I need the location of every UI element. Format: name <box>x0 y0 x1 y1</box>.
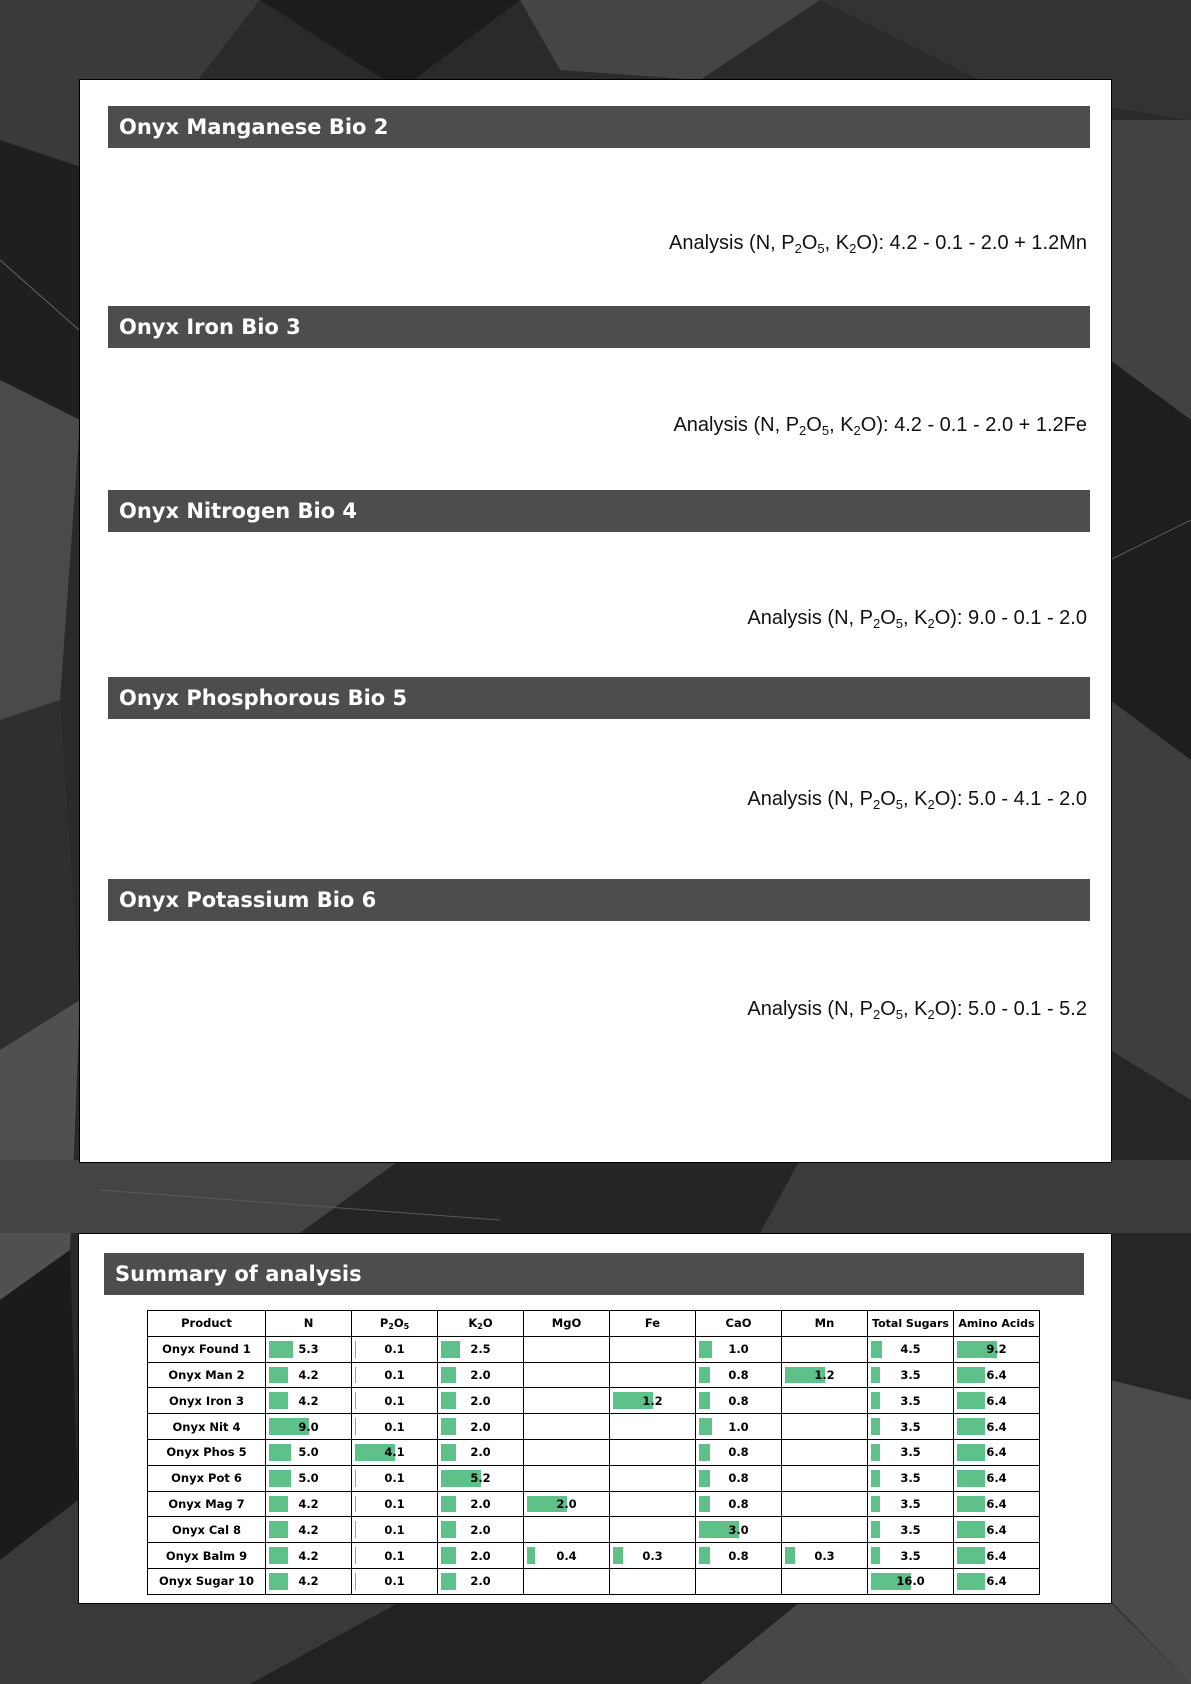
table-row <box>148 1491 1040 1517</box>
data-bar <box>871 1341 882 1358</box>
value-text: 6.4 <box>986 1522 1007 1537</box>
data-bar <box>355 1470 356 1487</box>
data-bar <box>957 1367 985 1384</box>
value-cell <box>438 1362 524 1388</box>
product-cell: Onyx Nit 4 <box>148 1414 266 1440</box>
value-cell <box>696 1414 782 1440</box>
value-cell <box>524 1543 610 1569</box>
value-text: 5.0 <box>298 1445 319 1460</box>
table-row <box>148 1543 1040 1569</box>
col-header-product: Product <box>148 1311 266 1337</box>
value-cell <box>610 1491 696 1517</box>
data-bar <box>355 1341 356 1358</box>
data-bar <box>699 1547 710 1564</box>
product-analysis: Analysis (N, $P_2O_5$, $K_2O$): 4.2 - 0.1 - 2.0 + 1.2Fe <box>673 414 1087 438</box>
data-bar <box>269 1470 291 1487</box>
product-cell: Onyx Balm 9 <box>148 1543 266 1569</box>
value-text: 9.0 <box>298 1419 319 1434</box>
value-cell <box>352 1362 438 1388</box>
value-cell <box>352 1543 438 1569</box>
value-cell <box>868 1336 954 1362</box>
value-text: 9.2 <box>986 1342 1007 1357</box>
product-title: Onyx Potassium Bio 6 <box>108 879 1090 921</box>
data-bar <box>441 1573 456 1590</box>
value-cell <box>954 1543 1040 1569</box>
value-cell <box>438 1388 524 1414</box>
product-analysis: Analysis (N, $P_2O_5$, $K_2O$): 4.2 - 0.1 - 2.0 + 1.2Mn <box>669 232 1087 256</box>
col-header-total-sugars: Total Sugars <box>868 1311 954 1337</box>
data-bar <box>441 1418 456 1435</box>
value-cell <box>438 1414 524 1440</box>
value-text: 4.2 <box>298 1548 319 1563</box>
value-cell <box>782 1414 868 1440</box>
value-text: 0.3 <box>814 1548 835 1563</box>
value-text: 2.0 <box>470 1367 491 1382</box>
data-bar <box>355 1521 356 1538</box>
value-cell <box>438 1439 524 1465</box>
value-text: 2.0 <box>470 1393 491 1408</box>
data-bar <box>957 1418 985 1435</box>
value-text: 1.0 <box>728 1342 749 1357</box>
data-bar <box>871 1470 880 1487</box>
value-text: 6.4 <box>986 1496 1007 1511</box>
value-text: 0.1 <box>384 1471 405 1486</box>
value-cell <box>438 1543 524 1569</box>
value-text: 6.4 <box>986 1367 1007 1382</box>
value-cell <box>266 1414 352 1440</box>
value-cell <box>524 1439 610 1465</box>
value-cell <box>352 1465 438 1491</box>
data-bar <box>527 1547 535 1564</box>
value-cell <box>438 1336 524 1362</box>
value-cell <box>868 1439 954 1465</box>
value-cell <box>524 1336 610 1362</box>
product-cell: Onyx Sugar 10 <box>148 1568 266 1594</box>
value-cell <box>610 1388 696 1414</box>
col-header-amino-acids: Amino Acids <box>954 1311 1040 1337</box>
data-bar <box>441 1367 456 1384</box>
col-header-p2o5: $P_2O_5$ <box>352 1311 438 1337</box>
data-bar <box>441 1392 456 1409</box>
data-bar <box>699 1392 710 1409</box>
value-cell <box>266 1543 352 1569</box>
value-text: 1.0 <box>728 1419 749 1434</box>
value-text: 0.1 <box>384 1342 405 1357</box>
value-cell <box>266 1517 352 1543</box>
value-cell <box>782 1439 868 1465</box>
value-text: 6.4 <box>986 1445 1007 1460</box>
value-text: 0.1 <box>384 1574 405 1589</box>
value-text: 2.0 <box>470 1574 491 1589</box>
data-bar <box>871 1547 880 1564</box>
value-cell <box>266 1336 352 1362</box>
value-text: 6.4 <box>986 1548 1007 1563</box>
summary-card <box>78 1233 1112 1604</box>
value-cell <box>438 1491 524 1517</box>
value-cell <box>610 1362 696 1388</box>
value-text: 0.4 <box>556 1548 577 1563</box>
value-text: 0.8 <box>728 1445 749 1460</box>
data-bar <box>957 1444 985 1461</box>
value-text: 0.8 <box>728 1393 749 1408</box>
data-bar <box>871 1367 880 1384</box>
data-bar <box>957 1470 985 1487</box>
value-cell <box>266 1439 352 1465</box>
value-text: 5.3 <box>298 1342 319 1357</box>
value-text: 0.1 <box>384 1522 405 1537</box>
value-text: 4.2 <box>298 1574 319 1589</box>
data-bar <box>269 1496 288 1513</box>
value-cell <box>524 1491 610 1517</box>
value-cell <box>868 1543 954 1569</box>
data-bar <box>871 1444 880 1461</box>
value-cell <box>524 1388 610 1414</box>
value-cell <box>352 1517 438 1543</box>
value-text: 3.5 <box>900 1367 921 1382</box>
products-card <box>79 79 1112 1163</box>
data-bar <box>441 1341 460 1358</box>
product-analysis: Analysis (N, $P_2O_5$, $K_2O$): 5.0 - 0.1 - 5.2 <box>747 998 1087 1022</box>
data-bar <box>269 1547 288 1564</box>
data-bar <box>613 1547 623 1564</box>
value-text: 3.5 <box>900 1471 921 1486</box>
data-bar <box>699 1496 710 1513</box>
value-text: 4.2 <box>298 1496 319 1511</box>
data-bar <box>957 1521 985 1538</box>
value-cell <box>352 1568 438 1594</box>
value-cell <box>266 1491 352 1517</box>
value-text: 0.3 <box>642 1548 663 1563</box>
data-bar <box>269 1367 288 1384</box>
product-cell: Onyx Pot 6 <box>148 1465 266 1491</box>
value-cell <box>954 1439 1040 1465</box>
value-cell <box>954 1568 1040 1594</box>
value-cell <box>696 1465 782 1491</box>
table-row <box>148 1414 1040 1440</box>
data-bar <box>785 1547 795 1564</box>
data-bar <box>699 1418 712 1435</box>
value-cell <box>266 1388 352 1414</box>
value-cell <box>782 1362 868 1388</box>
value-text: 3.0 <box>728 1522 749 1537</box>
value-cell <box>868 1414 954 1440</box>
value-text: 6.4 <box>986 1393 1007 1408</box>
col-header-mgo: MgO <box>524 1311 610 1337</box>
value-cell <box>782 1543 868 1569</box>
value-cell <box>266 1362 352 1388</box>
product-cell: Onyx Phos 5 <box>148 1439 266 1465</box>
summary-title: Summary of analysis <box>104 1253 1084 1295</box>
value-cell <box>868 1568 954 1594</box>
value-cell <box>954 1517 1040 1543</box>
value-cell <box>868 1491 954 1517</box>
data-bar <box>269 1521 288 1538</box>
value-cell <box>782 1388 868 1414</box>
data-bar <box>269 1573 288 1590</box>
value-text: 1.2 <box>642 1393 663 1408</box>
value-cell <box>696 1517 782 1543</box>
value-text: 3.5 <box>900 1496 921 1511</box>
value-text: 0.1 <box>384 1367 405 1382</box>
value-cell <box>696 1336 782 1362</box>
value-cell <box>524 1414 610 1440</box>
value-text: 3.5 <box>900 1445 921 1460</box>
value-text: 2.0 <box>470 1548 491 1563</box>
value-text: 3.5 <box>900 1548 921 1563</box>
value-cell <box>524 1568 610 1594</box>
value-cell <box>696 1388 782 1414</box>
data-bar <box>871 1392 880 1409</box>
data-bar <box>355 1418 356 1435</box>
col-header-n: N <box>266 1311 352 1337</box>
value-cell <box>696 1568 782 1594</box>
value-cell <box>352 1439 438 1465</box>
data-bar <box>441 1547 456 1564</box>
table-row <box>148 1465 1040 1491</box>
value-text: 3.5 <box>900 1522 921 1537</box>
value-text: 6.4 <box>986 1419 1007 1434</box>
value-text: 6.4 <box>986 1574 1007 1589</box>
value-text: 2.0 <box>470 1445 491 1460</box>
summary-table <box>147 1310 1040 1595</box>
data-bar <box>957 1392 985 1409</box>
value-cell <box>610 1543 696 1569</box>
value-cell <box>696 1362 782 1388</box>
value-cell <box>954 1388 1040 1414</box>
table-row <box>148 1517 1040 1543</box>
data-bar <box>871 1521 880 1538</box>
value-text: 2.0 <box>556 1496 577 1511</box>
value-cell <box>352 1491 438 1517</box>
data-bar <box>699 1444 710 1461</box>
value-cell <box>782 1491 868 1517</box>
value-cell <box>696 1543 782 1569</box>
table-header-row <box>148 1311 1040 1337</box>
value-cell <box>352 1414 438 1440</box>
product-title: Onyx Phosphorous Bio 5 <box>108 677 1090 719</box>
col-header-fe: Fe <box>610 1311 696 1337</box>
value-cell <box>954 1414 1040 1440</box>
value-cell <box>438 1568 524 1594</box>
value-cell <box>782 1517 868 1543</box>
value-cell <box>782 1336 868 1362</box>
value-text: 0.8 <box>728 1496 749 1511</box>
value-cell <box>696 1491 782 1517</box>
table-row <box>148 1568 1040 1594</box>
value-cell <box>696 1439 782 1465</box>
col-header-cao: CaO <box>696 1311 782 1337</box>
product-cell: Onyx Man 2 <box>148 1362 266 1388</box>
value-cell <box>954 1465 1040 1491</box>
value-cell <box>266 1568 352 1594</box>
value-cell <box>524 1517 610 1543</box>
data-bar <box>441 1444 456 1461</box>
data-bar <box>355 1367 356 1384</box>
value-cell <box>610 1568 696 1594</box>
data-bar <box>441 1521 456 1538</box>
value-cell <box>868 1517 954 1543</box>
value-cell <box>610 1465 696 1491</box>
product-title: Onyx Nitrogen Bio 4 <box>108 490 1090 532</box>
value-cell <box>524 1465 610 1491</box>
value-text: 4.2 <box>298 1522 319 1537</box>
data-bar <box>871 1418 880 1435</box>
value-cell <box>954 1491 1040 1517</box>
data-bar <box>441 1496 456 1513</box>
table-row <box>148 1362 1040 1388</box>
data-bar <box>269 1341 293 1358</box>
value-cell <box>610 1439 696 1465</box>
data-bar <box>699 1341 712 1358</box>
value-cell <box>868 1465 954 1491</box>
value-text: 0.8 <box>728 1471 749 1486</box>
product-analysis: Analysis (N, $P_2O_5$, $K_2O$): 5.0 - 4.1 - 2.0 <box>747 788 1087 812</box>
data-bar <box>355 1547 356 1564</box>
product-cell: Onyx Found 1 <box>148 1336 266 1362</box>
product-title: Onyx Iron Bio 3 <box>108 306 1090 348</box>
data-bar <box>957 1496 985 1513</box>
product-cell: Onyx Mag 7 <box>148 1491 266 1517</box>
product-cell: Onyx Iron 3 <box>148 1388 266 1414</box>
value-text: 4.5 <box>900 1342 921 1357</box>
value-text: 6.4 <box>986 1471 1007 1486</box>
value-text: 5.0 <box>298 1471 319 1486</box>
value-text: 0.8 <box>728 1367 749 1382</box>
product-title: Onyx Manganese Bio 2 <box>108 106 1090 148</box>
data-bar <box>269 1392 288 1409</box>
col-header-mn: Mn <box>782 1311 868 1337</box>
value-text: 0.1 <box>384 1548 405 1563</box>
table-row <box>148 1336 1040 1362</box>
value-cell <box>610 1336 696 1362</box>
value-cell <box>868 1388 954 1414</box>
value-text: 5.2 <box>470 1471 491 1486</box>
value-cell <box>352 1388 438 1414</box>
value-text: 3.5 <box>900 1419 921 1434</box>
data-bar <box>871 1496 880 1513</box>
value-cell <box>782 1465 868 1491</box>
value-text: 0.1 <box>384 1393 405 1408</box>
data-bar <box>957 1573 985 1590</box>
value-text: 3.5 <box>900 1393 921 1408</box>
product-analysis: Analysis (N, $P_2O_5$, $K_2O$): 9.0 - 0.1 - 2.0 <box>747 607 1087 631</box>
value-text: 16.0 <box>896 1574 925 1589</box>
table-row <box>148 1439 1040 1465</box>
col-header-k2o: $K_2O$ <box>438 1311 524 1337</box>
value-text: 2.0 <box>470 1496 491 1511</box>
value-cell <box>524 1362 610 1388</box>
value-text: 1.2 <box>814 1367 835 1382</box>
value-text: 2.0 <box>470 1419 491 1434</box>
value-text: 0.1 <box>384 1419 405 1434</box>
data-bar <box>355 1392 356 1409</box>
value-text: 4.2 <box>298 1367 319 1382</box>
value-text: 2.0 <box>470 1522 491 1537</box>
value-text: 0.8 <box>728 1548 749 1563</box>
data-bar <box>957 1547 985 1564</box>
product-cell: Onyx Cal 8 <box>148 1517 266 1543</box>
value-cell <box>954 1362 1040 1388</box>
value-cell <box>868 1362 954 1388</box>
table-row <box>148 1388 1040 1414</box>
value-cell <box>438 1465 524 1491</box>
data-bar <box>269 1444 291 1461</box>
value-cell <box>266 1465 352 1491</box>
value-text: 4.2 <box>298 1393 319 1408</box>
value-cell <box>610 1414 696 1440</box>
data-bar <box>355 1496 356 1513</box>
value-cell <box>438 1517 524 1543</box>
value-text: 4.1 <box>384 1445 405 1460</box>
value-cell <box>782 1568 868 1594</box>
value-text: 2.5 <box>470 1342 491 1357</box>
value-text: 0.1 <box>384 1496 405 1511</box>
value-cell <box>954 1336 1040 1362</box>
data-bar <box>699 1367 710 1384</box>
value-cell <box>610 1517 696 1543</box>
data-bar <box>355 1573 356 1590</box>
value-cell <box>352 1336 438 1362</box>
data-bar <box>699 1470 710 1487</box>
